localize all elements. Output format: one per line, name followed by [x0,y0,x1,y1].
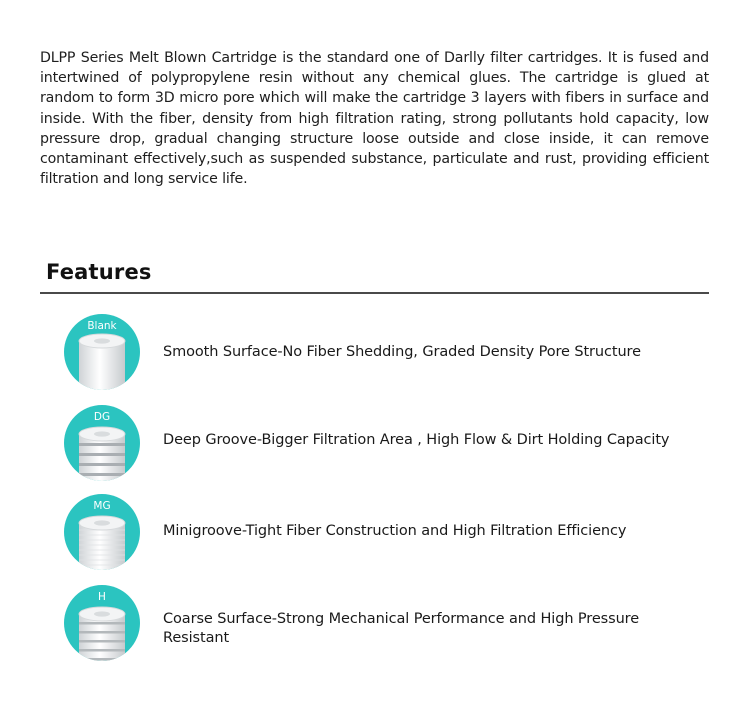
features-heading: Features [46,260,152,284]
features-divider [40,292,709,294]
feature-text: Smooth Surface-No Fiber Shedding, Graded Density Pore Structure [163,344,641,360]
icon-code-label: Blank [87,320,117,332]
deep-groove-cartridge-icon [64,405,140,481]
icon-code-label: DG [93,411,111,423]
icon-code-label: H [98,591,106,603]
coarse-cartridge-icon [64,585,140,661]
product-description: DLPP Series Melt Blown Cartridge is the standard one of Darlly filter cartridges. It is fused and intertwined of polypropylene resin without any chemical glues. The cartridge is glued at random to form 3D micro pore which will make the cartridge 3 layers with fibers in surface and inside. With the fiber, density from high filtration rating, strong pollutants hold capacity, low pressure drop, gradual changing structure loose outside and close inside, it can remove contaminant effectively,such as suspended substance, particulate and rust, providing efficient filtration and long service life. [40,50,709,188]
feature-item-blank [64,314,704,392]
feature-item-h [64,585,704,663]
feature-text: Coarse Surface-Strong Mechanical Performance and High Pressure Resistant [163,611,640,646]
smooth-cartridge-icon [64,314,140,390]
minigroove-cartridge-icon [64,494,140,570]
feature-item-dg [64,405,704,483]
feature-text: Deep Groove-Bigger Filtration Area , High Flow & Dirt Holding Capacity [163,432,670,448]
icon-code-label: MG [93,500,111,512]
feature-item-mg [64,494,704,572]
feature-text: Minigroove-Tight Fiber Construction and High Filtration Efficiency [163,523,627,539]
